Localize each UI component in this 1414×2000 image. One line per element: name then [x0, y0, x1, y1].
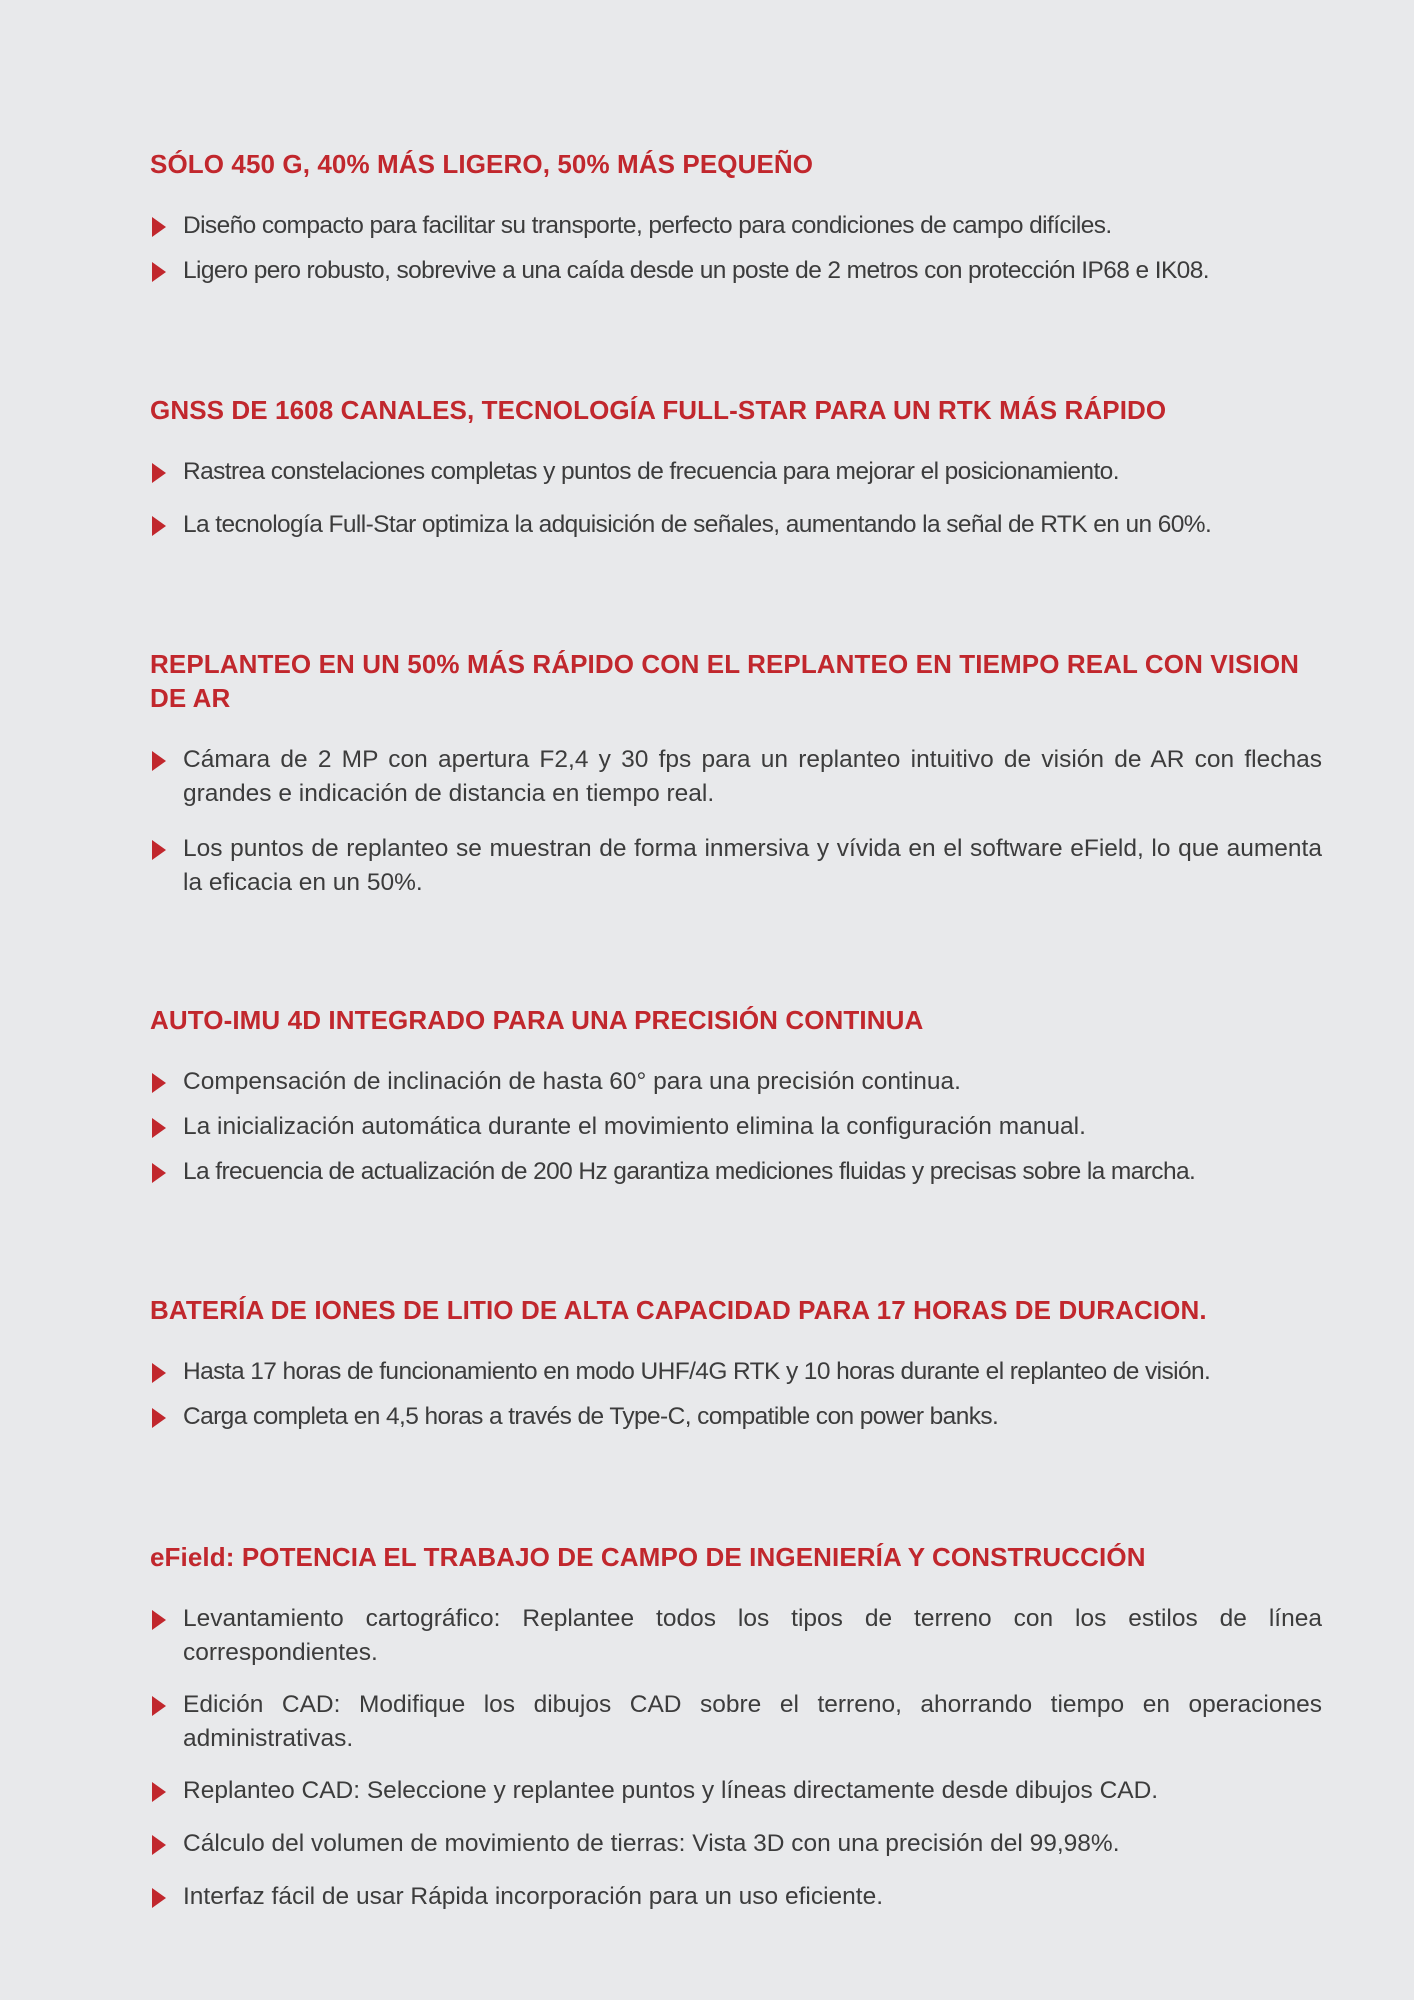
list-item [150, 1355, 1322, 1389]
bullet-arrow-icon [152, 516, 166, 536]
list-item [150, 1602, 1322, 1670]
list-item-text: La tecnología Full-Star optimiza la adquisición de señales, aumentando la señal de RTK en un 60%. [183, 511, 1212, 538]
list-item [150, 1827, 1322, 1861]
section-heading: BATERÍA DE IONES DE LITIO DE ALTA CAPACIDAD PARA 17 HORAS DE DURACION. [150, 1295, 1207, 1325]
bullet-arrow-icon [152, 217, 166, 237]
bullet-list [150, 209, 1322, 288]
list-item [150, 1880, 1322, 1914]
bullet-arrow-icon [152, 1073, 166, 1093]
list-item-text: Cálculo del volumen de movimiento de tierras: Vista 3D con una precisión del 99,98%. [183, 1830, 1120, 1857]
bullet-arrow-icon [152, 1118, 166, 1138]
feature-section-weight [150, 147, 1322, 288]
list-item [150, 1774, 1322, 1808]
list-item [150, 508, 1322, 542]
list-item-text: Cámara de 2 MP con apertura F2,4 y 30 fps para un replanteo intuitivo de visión de AR con flechas grandes e indicación de distancia en tiempo real. [183, 746, 1322, 807]
list-item [150, 254, 1322, 288]
list-item [150, 209, 1322, 243]
section-heading: GNSS DE 1608 CANALES, TECNOLOGÍA FULL-STAR PARA UN RTK MÁS RÁPIDO [150, 395, 1167, 425]
list-item [150, 455, 1322, 489]
bullet-list [150, 1355, 1322, 1434]
bullet-arrow-icon [152, 1782, 166, 1802]
list-item [150, 743, 1322, 811]
bullet-list [150, 1065, 1322, 1189]
bullet-arrow-icon [152, 262, 166, 282]
list-item [150, 1155, 1322, 1189]
list-item-text: Replanteo CAD: Seleccione y replantee puntos y líneas directamente desde dibujos CAD. [183, 1777, 1159, 1804]
list-item-text: Interfaz fácil de usar Rápida incorporación para un uso eficiente. [183, 1883, 884, 1910]
section-heading: REPLANTEO EN UN 50% MÁS RÁPIDO CON EL REPLANTEO EN TIEMPO REAL CON VISION DE AR [150, 649, 1300, 713]
list-item [150, 1400, 1322, 1434]
bullet-list [150, 743, 1322, 900]
bullet-arrow-icon [152, 751, 166, 771]
bullet-arrow-icon [152, 1163, 166, 1183]
feature-section-battery [150, 1293, 1322, 1434]
list-item-text: La inicialización automática durante el movimiento elimina la configuración manual. [183, 1113, 1086, 1140]
section-heading: eField: POTENCIA EL TRABAJO DE CAMPO DE INGENIERÍA Y CONSTRUCCIÓN [150, 1542, 1146, 1572]
bullet-arrow-icon [152, 1835, 166, 1855]
list-item-text: Compensación de inclinación de hasta 60° para una precisión continua. [183, 1068, 961, 1095]
bullet-list [150, 1602, 1322, 1914]
bullet-arrow-icon [152, 1696, 166, 1716]
bullet-arrow-icon [152, 1363, 166, 1383]
feature-section-efield [150, 1540, 1322, 1914]
list-item [150, 832, 1322, 900]
list-item-text: Edición CAD: Modifique los dibujos CAD sobre el terreno, ahorrando tiempo en operaciones administrativas. [183, 1691, 1322, 1752]
bullet-arrow-icon [152, 463, 166, 483]
bullet-arrow-icon [152, 1610, 166, 1630]
feature-section-imu [150, 1003, 1322, 1189]
bullet-list [150, 455, 1322, 542]
list-item-text: Diseño compacto para facilitar su transporte, perfecto para condiciones de campo difíciles. [183, 212, 1112, 239]
list-item-text: La frecuencia de actualización de 200 Hz garantiza mediciones fluidas y precisas sobre la marcha. [183, 1158, 1196, 1185]
list-item-text: Rastrea constelaciones completas y puntos de frecuencia para mejorar el posicionamiento. [183, 458, 1119, 485]
list-item [150, 1688, 1322, 1756]
section-heading: SÓLO 450 G, 40% MÁS LIGERO, 50% MÁS PEQUEÑO [150, 149, 814, 179]
section-heading: AUTO-IMU 4D INTEGRADO PARA UNA PRECISIÓN CONTINUA [150, 1005, 924, 1035]
feature-section-ar-stakeout [150, 647, 1322, 900]
list-item-text: Los puntos de replanteo se muestran de forma inmersiva y vívida en el software eField, lo que aumenta la eficacia en un 50%. [183, 835, 1322, 896]
bullet-arrow-icon [152, 1888, 166, 1908]
feature-section-gnss [150, 393, 1322, 542]
list-item-text: Carga completa en 4,5 horas a través de Type-C, compatible con power banks. [183, 1403, 999, 1430]
list-item [150, 1065, 1322, 1099]
list-item-text: Levantamiento cartográfico: Replantee todos los tipos de terreno con los estilos de línea correspondientes. [183, 1605, 1322, 1666]
list-item [150, 1110, 1322, 1144]
list-item-text: Hasta 17 horas de funcionamiento en modo UHF/4G RTK y 10 horas durante el replanteo de visión. [183, 1358, 1211, 1385]
bullet-arrow-icon [152, 840, 166, 860]
list-item-text: Ligero pero robusto, sobrevive a una caída desde un poste de 2 metros con protección IP68 e IK08. [183, 257, 1209, 284]
bullet-arrow-icon [152, 1408, 166, 1428]
